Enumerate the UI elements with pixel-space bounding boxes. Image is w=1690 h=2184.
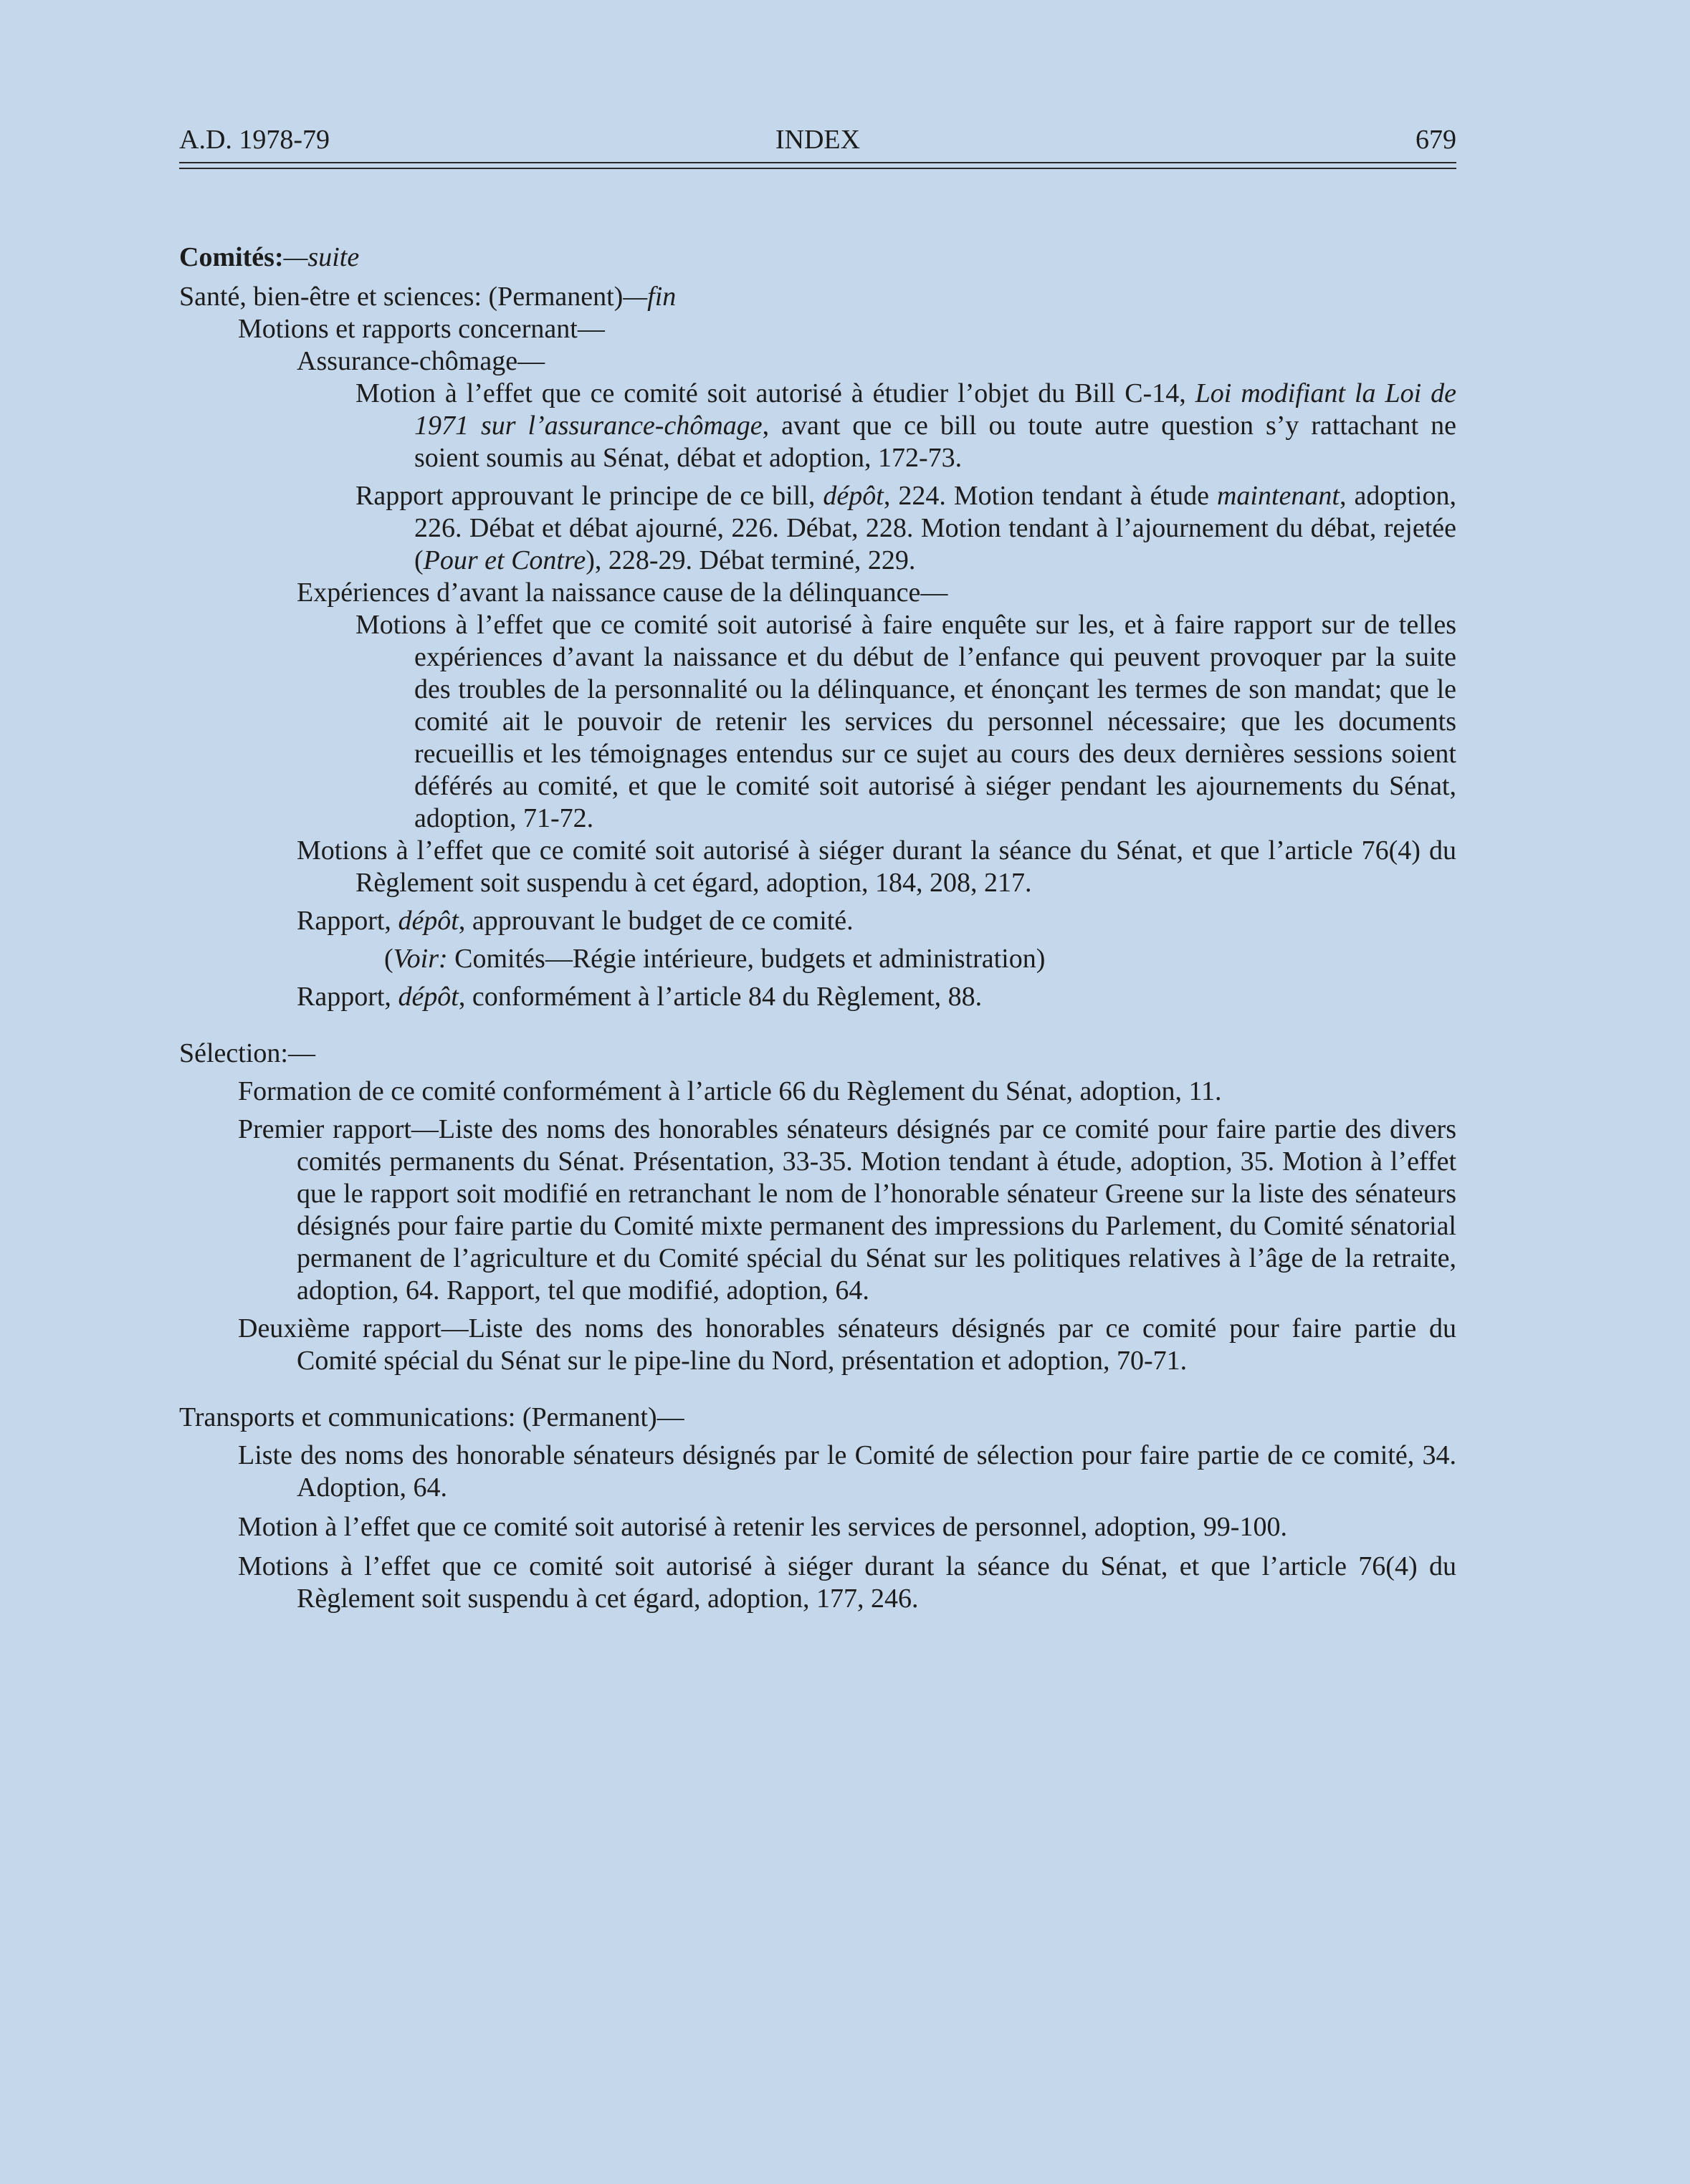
sante-motions-heading: Motions et rapports concernant—: [238, 314, 605, 344]
voir-open: (: [384, 944, 393, 974]
sante-sieger-entry: Motions à l’effet que ce comité soit autorisé à siéger durant la séance du Sénat, et que l’article 76(4) du Règlement soit suspendu à cet égard, adoption, 184, 208, 217.: [297, 835, 1456, 898]
selection-deuxieme-rapport-entry: Deuxième rapport—Liste des noms des honorables sénateurs désignés par ce comité pour faire partie du Comité spécial du Sénat sur le pipe-line du Nord, présentation et adoption, 70-71.: [238, 1313, 1456, 1376]
rapport-text-italic-3: Pour et Contre: [423, 545, 586, 575]
assurance-motion-text-a: Motion à l’effet que ce comité soit autorisé à étudier l’objet du Bill C-14,: [355, 378, 1195, 408]
voir-label: Voir:: [393, 944, 448, 974]
sante-art84-entry: [297, 981, 1456, 1013]
assurance-motion-text-italic: Loi modifiant la Loi de 1971 sur l’assurance-chômage: [414, 378, 1457, 441]
rapport-text-c: , adoption, 226. Débat et débat ajourné, 226. Débat, 228. Motion tendant à l’ajournement du débat, rejetée (: [414, 481, 1456, 575]
sante-voir-crossref: [355, 943, 1456, 975]
page-number: 679: [1416, 125, 1456, 155]
budget-text-italic: dépôt: [398, 906, 459, 936]
transports-heading: Transports et communications: (Permanent)—: [179, 1402, 684, 1432]
assurance-heading: Assurance-chômage—: [297, 346, 545, 376]
art84-text-a: Rapport,: [297, 982, 398, 1012]
transports-sieger-entry: Motions à l’effet que ce comité soit autorisé à siéger durant la séance du Sénat, et que l’article 76(4) du Règlement soit suspendu à cet égard, adoption, 177, 246.: [238, 1551, 1456, 1614]
assurance-motion-entry: [355, 378, 1456, 474]
rapport-text-a: Rapport approuvant le principe de ce bill,: [355, 481, 823, 511]
experiences-heading: Expériences d’avant la naissance cause de la délinquance—: [297, 578, 948, 608]
header-rule-top: [179, 162, 1456, 163]
rapport-text-b: , 224. Motion tendant à étude: [883, 481, 1217, 511]
sante-label-suffix: —fin: [623, 282, 677, 312]
experiences-motion-entry: Motions à l’effet que ce comité soit autorisé à faire enquête sur les, et à faire rapport sur de telles expériences d’avant la naissance et du début de l’enfance qui peuvent provoquer par la suite des troubles de la personnalité ou la délinquance, et énonçant les termes de son mandat; que le comité ait le pouvoir de retenir les services du personnel nécessaire; que les documents recueillis et les témoignages entendus sur ce sujet au cours des deux dernières sessions soient déférés au comité, et que le comité soit autorisé à siéger pendant les ajournements du Sénat, adoption, 71-72.: [355, 610, 1456, 833]
comites-heading: [179, 241, 1456, 274]
selection-premier-rapport-entry: Premier rapport—Liste des noms des honorables sénateurs désignés par ce comité pour faire partie des divers comités permanents du Sénat. Présentation, 33-35. Motion tendant à étude, adoption, 35. Motion à l’effet que le rapport soit modifié en retranchant le nom de l’honorable sénateur Greene sur la liste des sénateurs désignés pour faire partie du Comité mixte permanent des impressions du Parlement, du Comité sénatorial permanent de l’agriculture et du Comité spécial du Sénat sur les politiques relatives à l’âge de la retraite, adoption, 64. Rapport, tel que modifié, adoption, 64.: [238, 1114, 1456, 1306]
voir-target: Comités—Régie intérieure, budgets et administration): [447, 944, 1046, 974]
rapport-text-italic-1: dépôt: [823, 481, 884, 511]
index-content: [179, 241, 1456, 1615]
assurance-rapport-entry: [355, 480, 1456, 577]
art84-text-italic: dépôt: [398, 982, 459, 1012]
sante-heading: [179, 281, 1456, 313]
header-rule-bottom: [179, 168, 1456, 169]
art84-text-b: , conformément à l’article 84 du Règlement, 88.: [458, 982, 983, 1012]
comites-head-text: Comités:: [179, 242, 284, 272]
rapport-text-d: ), 228-29. Débat terminé, 229.: [586, 545, 916, 575]
selection-formation-entry: Formation de ce comité conformément à l’article 66 du Règlement du Sénat, adoption, 11.: [238, 1076, 1222, 1106]
transports-personnel-entry: Motion à l’effet que ce comité soit autorisé à retenir les services de personnel, adoption, 99-100.: [238, 1512, 1287, 1542]
sante-label: Santé, bien-être et sciences: (Permanent): [179, 282, 624, 312]
running-head-year: A.D. 1978-79: [179, 125, 330, 155]
transports-liste-entry: Liste des noms des honorable sénateurs désignés par le Comité de sélection pour faire partie de ce comité, 34. Adoption, 64.: [238, 1440, 1456, 1503]
selection-heading: Sélection:—: [179, 1038, 315, 1068]
assurance-motion-text-b: , avant que ce bill ou toute autre question s’y rattachant ne soient soumis au Sénat, débat et adoption, 172-73.: [414, 411, 1456, 473]
running-head-title: INDEX: [775, 125, 861, 155]
sante-budget-entry: [297, 905, 1456, 937]
comites-head-suffix: —suite: [283, 242, 360, 272]
budget-text-a: Rapport,: [297, 906, 398, 936]
budget-text-b: , approuvant le budget de ce comité.: [458, 906, 854, 936]
rapport-text-italic-2: maintenant: [1216, 481, 1340, 511]
